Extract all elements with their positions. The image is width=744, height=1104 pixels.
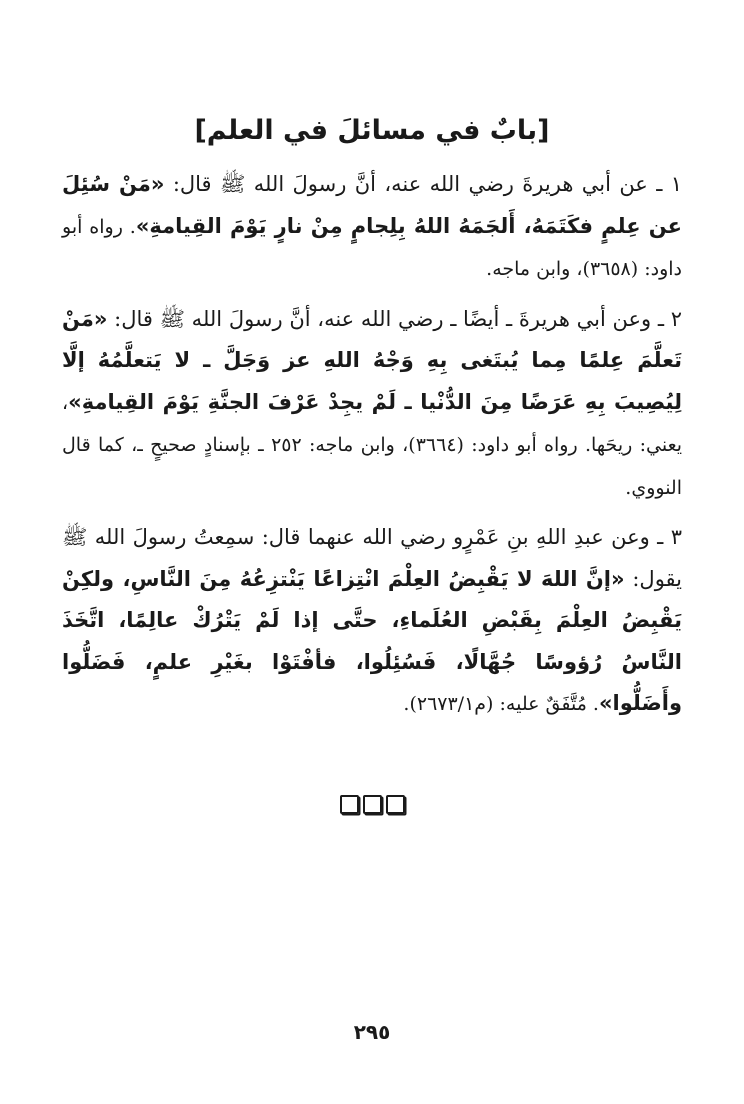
square-ornament-icon — [363, 795, 382, 814]
section-separator — [0, 795, 744, 818]
hadith-intro: ٢ ـ وعن أبي هريرةَ ـ أيضًا ـ رضي الله عنه، أنَّ رسولَ الله ﷺ قال: — [107, 306, 682, 331]
hadith-quote: «مَنْ تَعلَّمَ عِلمًا مِما يُبتَغى بِهِ وَجْهُ اللهِ عز وَجَلَّ ـ لا يَتعلَّمُهُ إلَّا لِيُصِيبَ بِهِ عَرَضًا مِنَ الدُّنْيا ـ لَمْ يجِدْ عَرْفَ الجنَّةِ يَوْمَ القِيامةِ» — [62, 306, 682, 414]
hadith-source: . مُتَّفَقٌ عليه: (م٢٦٧٣/١). — [403, 693, 599, 715]
page-body — [62, 100, 682, 734]
hadith-1 — [62, 164, 682, 291]
hadith-source: ، يعني: ريحَها. رواه أبو داود: (٣٦٦٤)، وابن ماجه: ٢٥٢ ـ بإسنادٍ صحيحٍ ـ، كما قال النووي. — [62, 391, 683, 499]
hadith-3 — [62, 517, 682, 726]
hadith-quote: «مَنْ سُئِلَ عن عِلمٍ فكَتَمَهُ، أَلجَمَهُ اللهُ بِلِجامٍ مِنْ نارٍ يَوْمَ القِيامةِ» — [62, 172, 682, 238]
hadith-intro: ٣ ـ وعن عبدِ اللهِ بنِ عَمْرٍو رضي الله عنهما قال: سمِعتُ رسولَ الله ﷺ يقول: — [62, 525, 683, 591]
hadith-intro: ١ ـ عن أبي هريرةَ رضي الله عنه، أنَّ رسولَ الله ﷺ قال: — [164, 172, 683, 196]
square-ornament-icon — [340, 795, 359, 814]
page-number: ٢٩٥ — [353, 1020, 391, 1044]
square-ornament-icon — [386, 795, 405, 814]
hadith-quote: «إنَّ اللهَ لا يَقْبِضُ العِلْمَ انْتِزاعًا يَنْتزِعُهُ مِنَ النَّاسِ، ولكِنْ يَقْبِضُ العِلْمَ بِقَبْضِ العُلَماءِ، حتَّى إذا لَمْ يَتْرُكْ عالِمًا، اتَّخَذَ النَّاسُ رُؤوسًا جُهَّالًا، فَسُئِلُوا، فأفْتَوْا بغَيْرِ علمٍ، فَضَلُّوا وأَضَلُّوا» — [62, 566, 682, 715]
chapter-title: [بابٌ في مسائلَ في العلم] — [194, 115, 550, 146]
hadith-2 — [62, 299, 682, 510]
hadith-source: . رواه أبو داود: (٣٦٥٨)، وابن ماجه. — [62, 215, 682, 280]
